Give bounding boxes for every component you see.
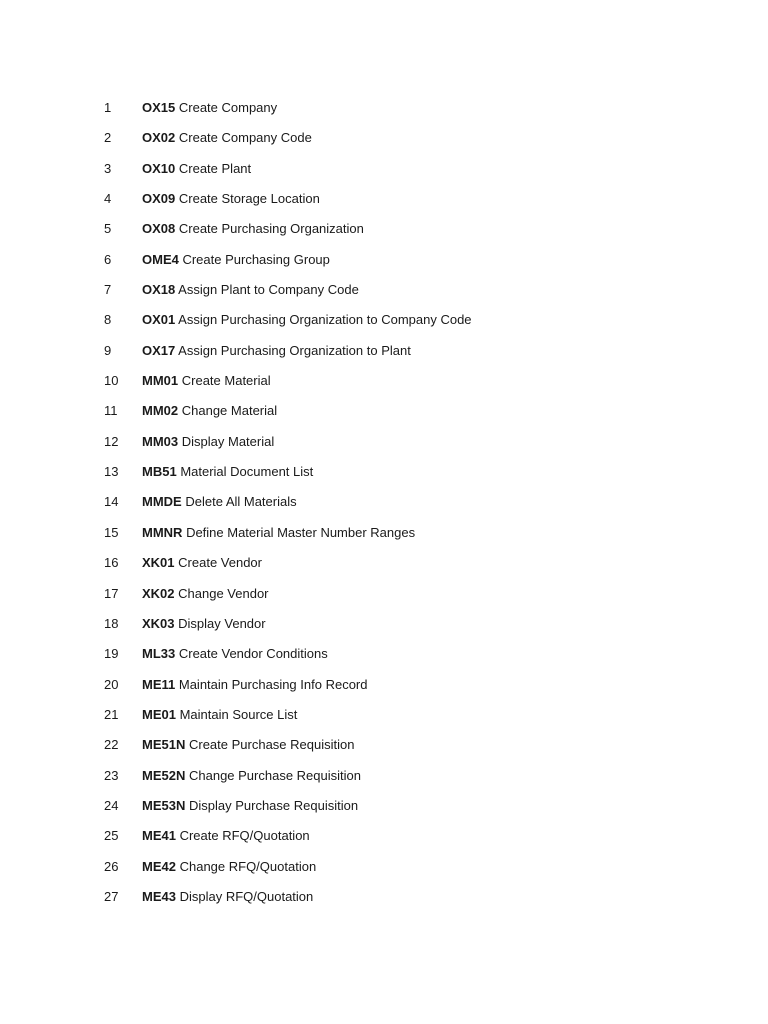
item-number: 6 bbox=[104, 251, 112, 267]
transaction-description: Create Purchase Requisition bbox=[188, 737, 355, 753]
item-entry bbox=[142, 126, 312, 150]
item-number: 12 bbox=[104, 433, 119, 449]
transaction-description: Create Company bbox=[178, 100, 278, 115]
item-entry bbox=[142, 460, 313, 484]
transaction-code: ML33 bbox=[142, 646, 176, 662]
item-number: 15 bbox=[104, 524, 119, 540]
item-entry bbox=[142, 308, 472, 332]
list-item bbox=[0, 399, 768, 429]
transaction-description: Create Purchasing Organization bbox=[178, 221, 364, 237]
transaction-code: ME52N bbox=[142, 767, 186, 783]
list-item bbox=[0, 187, 768, 217]
transaction-code: XK01 bbox=[142, 555, 175, 571]
transaction-code: MM01 bbox=[142, 373, 179, 389]
transaction-description: Change Purchase Requisition bbox=[188, 767, 361, 783]
item-entry bbox=[142, 885, 313, 909]
transaction-description: Assign Purchasing Organization to Plant bbox=[178, 342, 411, 358]
item-number: 22 bbox=[104, 737, 119, 753]
transaction-description: Assign Plant to Company Code bbox=[178, 282, 359, 298]
item-entry bbox=[142, 673, 367, 697]
item-number: 5 bbox=[104, 221, 112, 237]
list-item bbox=[0, 703, 768, 733]
item-entry bbox=[142, 278, 359, 302]
item-entry bbox=[142, 490, 297, 514]
transaction-code: ME41 bbox=[142, 828, 176, 844]
transaction-code: OME4 bbox=[142, 251, 179, 267]
list-item bbox=[0, 733, 768, 763]
item-number: 23 bbox=[104, 767, 119, 783]
list-item bbox=[0, 551, 768, 581]
transaction-description: Create Storage Location bbox=[178, 191, 320, 207]
transaction-code: OX17 bbox=[142, 342, 176, 358]
item-number: 17 bbox=[104, 585, 119, 601]
transaction-description: Maintain Purchasing Info Record bbox=[178, 676, 368, 692]
item-number: 18 bbox=[104, 615, 119, 631]
transaction-description: Delete All Materials bbox=[185, 494, 297, 510]
item-number: 4 bbox=[104, 191, 112, 207]
transaction-description: Create RFQ/Quotation bbox=[179, 828, 310, 844]
transaction-code: MMNR bbox=[142, 524, 183, 540]
transaction-code: XK03 bbox=[142, 615, 175, 631]
item-entry bbox=[142, 96, 277, 120]
transaction-code: ME11 bbox=[142, 676, 176, 692]
transaction-description: Create Material bbox=[181, 373, 271, 389]
item-entry bbox=[142, 399, 277, 423]
transaction-description: Change RFQ/Quotation bbox=[179, 858, 317, 874]
item-entry bbox=[142, 217, 364, 241]
transaction-code: OX10 bbox=[142, 160, 176, 176]
item-number: 9 bbox=[104, 342, 112, 358]
list-item bbox=[0, 794, 768, 824]
list-item bbox=[0, 430, 768, 460]
item-number: 14 bbox=[104, 494, 119, 510]
item-number: 19 bbox=[104, 646, 119, 662]
transaction-code: OX01 bbox=[142, 312, 176, 328]
item-entry bbox=[142, 521, 415, 545]
transaction-description: Material Document List bbox=[180, 464, 314, 480]
transaction-code: OX08 bbox=[142, 221, 176, 237]
transaction-description: Assign Purchasing Organization to Company Code bbox=[178, 312, 472, 328]
list-item bbox=[0, 855, 768, 885]
transaction-code: ME01 bbox=[142, 706, 176, 722]
item-number: 7 bbox=[104, 282, 112, 298]
transaction-description: Create Plant bbox=[178, 160, 252, 176]
transaction-description: Display Material bbox=[181, 433, 275, 449]
list-item bbox=[0, 460, 768, 490]
list-item bbox=[0, 612, 768, 642]
item-entry bbox=[142, 733, 354, 757]
item-entry bbox=[142, 248, 330, 272]
transaction-description: Create Vendor Conditions bbox=[178, 646, 328, 662]
list-item bbox=[0, 582, 768, 612]
list-item bbox=[0, 764, 768, 794]
transaction-code: XK02 bbox=[142, 585, 175, 601]
item-number: 27 bbox=[104, 888, 119, 904]
transaction-code: MB51 bbox=[142, 464, 177, 480]
list-item bbox=[0, 248, 768, 278]
transaction-code: OX18 bbox=[142, 282, 176, 298]
item-entry bbox=[142, 824, 310, 848]
transaction-code: OX02 bbox=[142, 130, 176, 146]
list-item bbox=[0, 490, 768, 520]
transaction-description: Display RFQ/Quotation bbox=[179, 888, 314, 904]
transaction-description: Display Purchase Requisition bbox=[188, 797, 359, 813]
transaction-code-list bbox=[0, 96, 768, 915]
item-entry bbox=[142, 764, 361, 788]
transaction-description: Define Material Master Number Ranges bbox=[186, 524, 416, 540]
list-item bbox=[0, 339, 768, 369]
list-item bbox=[0, 824, 768, 854]
transaction-code: OX09 bbox=[142, 191, 176, 207]
list-item bbox=[0, 369, 768, 399]
item-number: 21 bbox=[104, 706, 119, 722]
list-item bbox=[0, 278, 768, 308]
list-item bbox=[0, 308, 768, 338]
item-number: 26 bbox=[104, 858, 119, 874]
item-entry bbox=[142, 369, 271, 393]
item-entry bbox=[142, 642, 328, 666]
item-entry bbox=[142, 582, 269, 606]
transaction-description: Create Company Code bbox=[178, 130, 312, 146]
transaction-code: MM02 bbox=[142, 403, 179, 419]
item-number: 20 bbox=[104, 676, 119, 692]
item-entry bbox=[142, 157, 251, 181]
transaction-code: ME42 bbox=[142, 858, 176, 874]
item-number: 11 bbox=[104, 403, 118, 419]
item-number: 8 bbox=[104, 312, 112, 328]
list-item bbox=[0, 673, 768, 703]
transaction-description: Change Vendor bbox=[178, 585, 269, 601]
transaction-code: ME51N bbox=[142, 737, 186, 753]
item-number: 10 bbox=[104, 373, 119, 389]
item-entry bbox=[142, 855, 316, 879]
list-item bbox=[0, 96, 768, 126]
item-number: 13 bbox=[104, 464, 119, 480]
list-item bbox=[0, 885, 768, 915]
transaction-code: MMDE bbox=[142, 494, 182, 510]
item-number: 25 bbox=[104, 828, 119, 844]
item-number: 16 bbox=[104, 555, 119, 571]
item-entry bbox=[142, 430, 274, 454]
list-item bbox=[0, 126, 768, 156]
transaction-code: MM03 bbox=[142, 433, 179, 449]
transaction-description: Create Purchasing Group bbox=[182, 251, 330, 267]
item-number: 2 bbox=[104, 130, 112, 146]
list-item bbox=[0, 157, 768, 187]
transaction-code: OX15 bbox=[142, 100, 176, 115]
transaction-code: ME53N bbox=[142, 797, 186, 813]
item-entry bbox=[142, 612, 266, 636]
transaction-description: Create Vendor bbox=[178, 555, 262, 571]
transaction-code: ME43 bbox=[142, 888, 176, 904]
list-item bbox=[0, 217, 768, 247]
transaction-description: Display Vendor bbox=[178, 615, 266, 631]
list-item bbox=[0, 642, 768, 672]
transaction-description: Change Material bbox=[181, 403, 278, 419]
item-entry bbox=[142, 703, 297, 727]
item-number: 1 bbox=[104, 100, 112, 115]
transaction-description: Maintain Source List bbox=[179, 706, 298, 722]
item-entry bbox=[142, 339, 411, 363]
item-entry bbox=[142, 551, 262, 575]
item-number: 3 bbox=[104, 160, 112, 176]
item-entry bbox=[142, 187, 320, 211]
item-number: 24 bbox=[104, 797, 119, 813]
list-item bbox=[0, 521, 768, 551]
item-entry bbox=[142, 794, 358, 818]
